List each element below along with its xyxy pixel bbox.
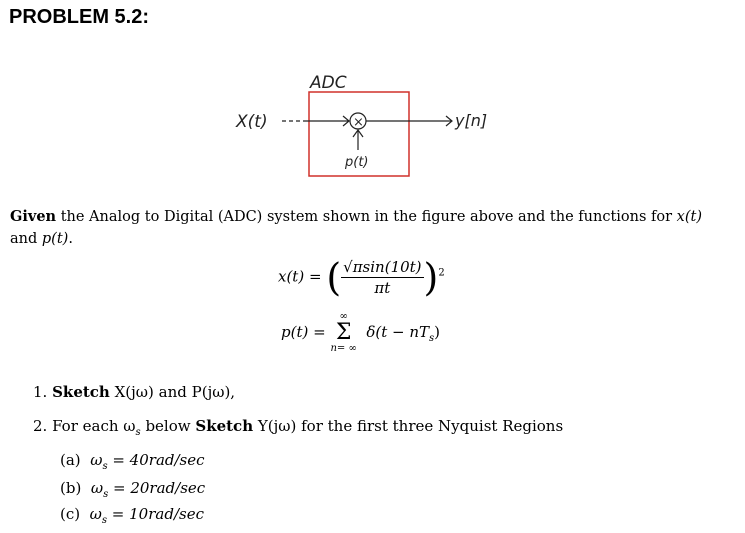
eq1-fraction bbox=[341, 258, 423, 297]
task2-sketch: Sketch bbox=[195, 417, 254, 435]
task2-sub: s bbox=[135, 427, 141, 438]
eq2-summand-end: ) bbox=[434, 323, 441, 341]
eq2-lower-limit: n= ∞ bbox=[330, 343, 357, 354]
sample-label: p(t) bbox=[345, 155, 369, 170]
task1-number: 1. bbox=[33, 383, 48, 401]
eq1-numerator: √πsin(10t) bbox=[343, 258, 422, 276]
task1-rest: X(jω) and P(jω), bbox=[109, 383, 236, 401]
subitem-b bbox=[60, 479, 205, 500]
multiplier-symbol: × bbox=[353, 115, 364, 130]
eq2-sigma: Σ bbox=[335, 320, 352, 345]
task1-sketch: Sketch bbox=[52, 383, 110, 401]
subitem-c bbox=[60, 505, 204, 526]
eq2-sum bbox=[330, 312, 356, 354]
subitem-a-label: (a) bbox=[60, 451, 81, 469]
subitem-b-value: = 20rad/sec bbox=[108, 479, 206, 497]
intro-and: and bbox=[10, 231, 42, 247]
subitem-a-sub: s bbox=[102, 461, 108, 472]
eq1-denominator: πt bbox=[374, 279, 391, 297]
eq1-open-paren: ( bbox=[326, 255, 342, 300]
task2-mid: below bbox=[140, 417, 196, 435]
problem-title: PROBLEM 5.2: bbox=[9, 6, 150, 28]
subitem-c-label: (c) bbox=[60, 505, 81, 523]
task2-number: 2. bbox=[33, 417, 48, 435]
eq2-lhs: p(t) = bbox=[281, 323, 326, 341]
input-label: X(t) bbox=[236, 112, 268, 132]
intro-xt: x(t) bbox=[676, 209, 702, 225]
subitem-a-omega: ω bbox=[90, 451, 103, 469]
intro-paragraph bbox=[10, 206, 735, 250]
intro-pt: p(t) bbox=[41, 231, 69, 247]
eq2-upper-limit: ∞ bbox=[339, 311, 348, 322]
eq2-summand-sub: s bbox=[429, 333, 435, 344]
subitem-c-value: = 10rad/sec bbox=[107, 505, 204, 523]
subitem-c-sub: s bbox=[101, 515, 108, 526]
subitem-c-omega: ω bbox=[89, 505, 102, 523]
adc-label: ADC bbox=[310, 73, 347, 93]
eq1-exponent: 2 bbox=[438, 267, 445, 279]
task-item-2 bbox=[33, 417, 563, 438]
equation-x bbox=[278, 255, 445, 300]
task2-pre: For each ω bbox=[52, 417, 136, 435]
output-label: y[n] bbox=[455, 111, 488, 130]
subitem-b-sub: s bbox=[103, 489, 109, 500]
adc-block-diagram bbox=[0, 0, 745, 200]
subitem-a-value: = 40rad/sec bbox=[107, 451, 205, 469]
eq1-close-paren: ) bbox=[423, 255, 439, 300]
intro-text: the Analog to Digital (ADC) system shown in the figure above and the functions for bbox=[56, 209, 677, 225]
subitem-b-omega: ω bbox=[90, 479, 104, 497]
equation-p bbox=[281, 312, 440, 354]
subitem-a bbox=[60, 451, 205, 472]
eq1-lhs: x(t) = bbox=[278, 267, 322, 286]
given-word: Given bbox=[10, 208, 57, 225]
intro-end: . bbox=[68, 231, 73, 247]
subitem-b-label: (b) bbox=[60, 479, 82, 497]
eq2-summand: δ(t − nT bbox=[366, 323, 430, 341]
task-item-1 bbox=[33, 383, 235, 401]
task2-rest: Y(jω) for the first three Nyquist Regions bbox=[253, 417, 564, 435]
